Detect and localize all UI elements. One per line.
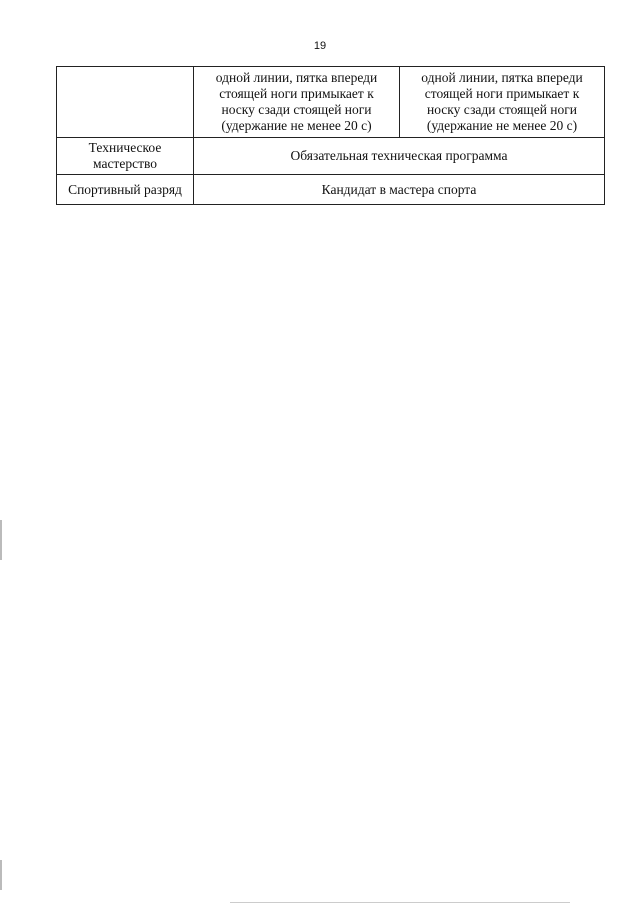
table-row-continuation [57,67,605,138]
norm-line: одной линии, пятка впереди [215,70,378,85]
norm-line: носку сзади стоящей ноги [221,102,372,117]
norm-line: носку сзади стоящей ноги [426,102,578,117]
norms-table [56,66,605,205]
table-row-technical-skill [57,138,605,175]
sport-rank-value: Кандидат в мастера спорта [194,175,605,205]
norm-cell-left [194,67,400,138]
page-number: 19 [313,40,327,52]
label-line: мастерство [93,156,157,171]
norm-line: (удержание не менее 20 с) [221,118,372,133]
scan-margin-mark [0,860,2,890]
norm-line: стоящей ноги примыкает к [424,86,580,101]
table-row-sport-rank [57,175,605,205]
norm-cell-right [400,67,605,138]
technical-skill-value: Обязательная техническая программа [194,138,605,175]
scan-bottom-edge [230,902,570,903]
norm-line: одной линии, пятка впереди [421,70,583,85]
scan-margin-mark [0,520,2,560]
norm-line: (удержание не менее 20 с) [426,118,578,133]
norm-line: стоящей ноги примыкает к [219,86,374,101]
sport-rank-label: Спортивный разряд [57,175,194,205]
technical-skill-label [57,138,194,175]
empty-cell [57,67,194,138]
label-line: Техническое [88,140,162,155]
